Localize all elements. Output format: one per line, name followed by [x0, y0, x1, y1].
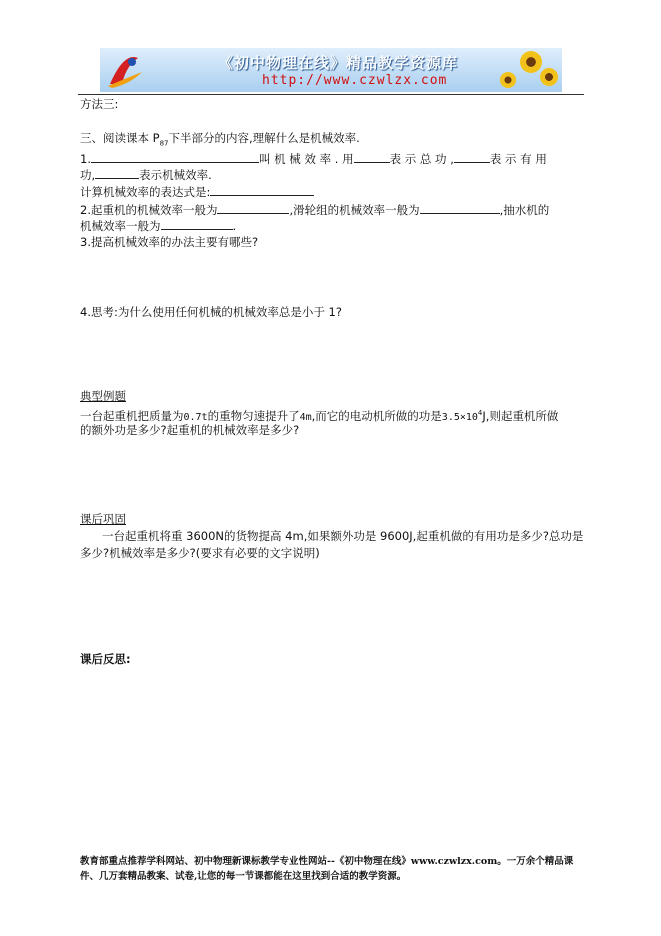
answer-blank[interactable] [91, 150, 259, 163]
banner-url[interactable]: http://www.czwlzx.com [262, 73, 448, 88]
logo-icon [104, 50, 144, 90]
banner-title: 《初中物理在线》精品教学资源库 [218, 54, 459, 72]
question-4: 4.思考:为什么使用任何机械的机械效率总是小于 1? [80, 305, 342, 319]
sunflower-icon [540, 68, 558, 86]
homework-heading: 课后巩固 [80, 512, 126, 526]
example-heading: 典型例题 [80, 389, 126, 403]
question-3: 3.提高机械效率的办法主要有哪些? [80, 235, 259, 249]
question-1: 1. 叫 机 械 效 率 . 用 表 示 总 功 , 表 示 有 用 [80, 152, 547, 166]
reflection-heading: 课后反思: [80, 652, 131, 666]
footer-line-2: 件、几万套精品教案、试卷,让您的每一节课都能在这里找到合适的教学资源。 [80, 871, 407, 882]
formula-line: 计算机械效率的表达式是: [80, 183, 314, 200]
example-line-2: 的额外功是多少?起重机的机械效率是多少? [80, 423, 300, 437]
sunflower-icon [500, 72, 516, 88]
question-2: 2.起重机的机械效率一般为 ,滑轮组的机械效率一般为 ,抽水机的 [80, 203, 550, 217]
homework-line-2: 多少?机械效率是多少?(要求有必要的文字说明) [80, 546, 320, 560]
question-2-cont: 机械效率一般为 . [80, 219, 237, 233]
answer-blank[interactable] [161, 217, 233, 230]
question-1-cont: 功, 表示机械效率. [80, 168, 212, 182]
answer-blank[interactable] [217, 201, 289, 214]
section-three-title: 三、阅读课本 $P_{87}$下半部分的内容,理解什么是机械效率. [80, 131, 360, 148]
homework-line-1: 一台起重机将重 3600N的货物提高 4m,如果额外功是 9600J,起重机做的有用功是多少?总功是 [102, 529, 584, 543]
header-rule [78, 94, 584, 95]
footer-line-1: 教育部重点推荐学科网站、初中物理新课标教学专业性网站--《初中物理在线》www.czwlzx.com。一万余个精品课 [80, 856, 574, 867]
answer-blank[interactable] [454, 150, 490, 163]
example-line-1: 一台起重机把质量为0.7t的重物匀速提升了4m,而它的电动机所做的功是$3.5\times 10^4J$,则起重机所做 [80, 408, 559, 423]
answer-blank[interactable] [354, 150, 390, 163]
sunflower-icon [520, 51, 542, 73]
answer-blank[interactable] [210, 183, 314, 196]
answer-blank[interactable] [420, 201, 500, 214]
method-three-label: 方法三: [80, 97, 119, 111]
header-banner [100, 48, 562, 92]
answer-blank[interactable] [95, 166, 139, 179]
